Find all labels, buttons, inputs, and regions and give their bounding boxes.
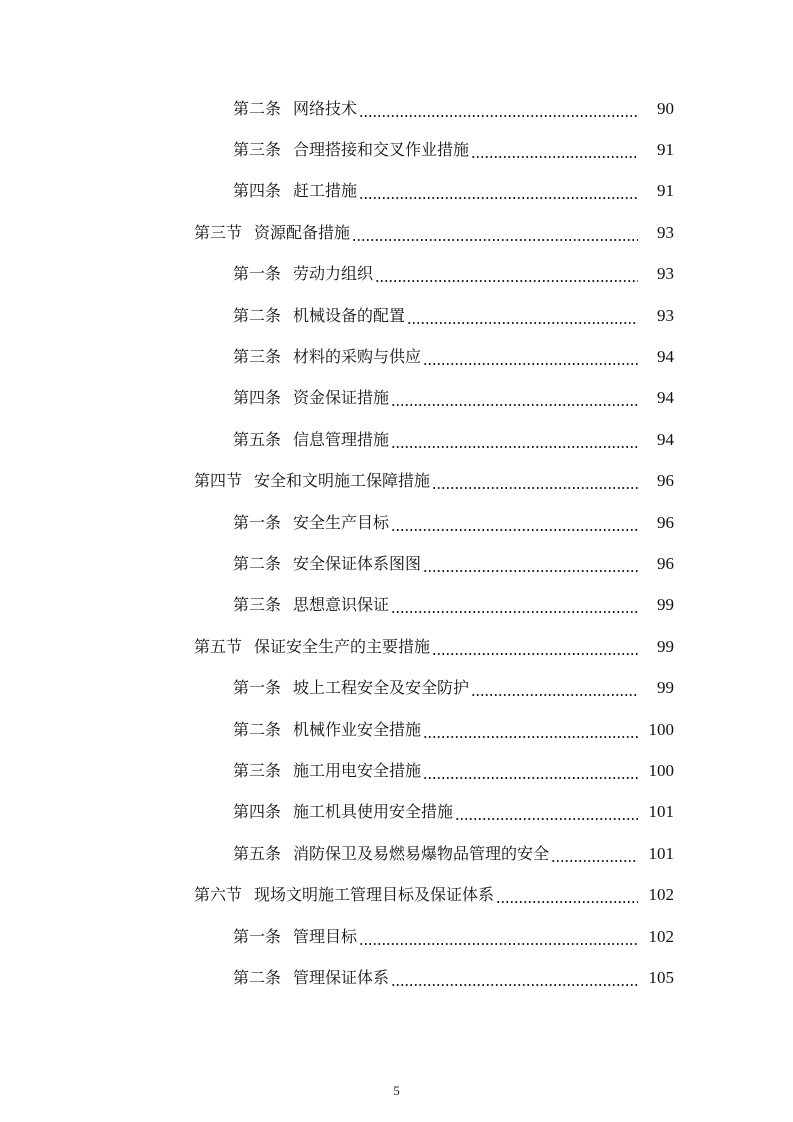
toc-entry-number: 第三条 <box>233 760 282 780</box>
toc-entry[interactable] <box>0 792 793 833</box>
toc-entry-page: 99 <box>657 595 674 615</box>
dot-leader <box>391 968 638 988</box>
toc-entry-title: 赶工措施 <box>293 181 358 201</box>
toc-entry-title: 信息管理措施 <box>293 429 390 449</box>
toc-entry[interactable] <box>0 709 793 750</box>
dot-leader <box>375 264 638 284</box>
dot-leader <box>359 99 638 119</box>
toc-entry-title: 资金保证措施 <box>293 388 390 408</box>
toc-entry-title: 安全保证体系图图 <box>293 553 422 573</box>
toc-entry-title: 网络技术 <box>293 98 358 118</box>
toc-entry-number: 第五条 <box>233 429 282 449</box>
toc-entry[interactable] <box>0 295 793 336</box>
toc-entry[interactable] <box>0 750 793 791</box>
toc-entry-number: 第四条 <box>233 388 282 408</box>
toc-section-page: 93 <box>657 222 674 242</box>
dot-leader <box>407 306 638 326</box>
toc-section-page: 102 <box>648 885 674 905</box>
toc-entry[interactable] <box>0 336 793 377</box>
toc-entry[interactable] <box>0 88 793 129</box>
toc-entry-number: 第一条 <box>233 512 282 532</box>
dot-leader <box>423 720 638 740</box>
toc-entry-number: 第三条 <box>233 347 282 367</box>
toc-entry[interactable] <box>0 502 793 543</box>
toc-entry-number: 第二条 <box>233 719 282 739</box>
dot-leader <box>471 140 638 160</box>
toc-entry-page: 94 <box>657 388 674 408</box>
toc-entry[interactable] <box>0 916 793 957</box>
toc-entry-page: 93 <box>657 264 674 284</box>
toc-entry-page: 96 <box>657 512 674 532</box>
toc-entry-title: 机械设备的配置 <box>293 305 406 325</box>
toc-entry[interactable] <box>0 957 793 998</box>
toc-section[interactable] <box>0 212 793 253</box>
toc-entry-number: 第二条 <box>233 967 282 987</box>
table-of-contents <box>0 88 793 999</box>
toc-entry[interactable] <box>0 254 793 295</box>
toc-entry-title: 管理目标 <box>293 926 358 946</box>
dot-leader <box>496 885 638 905</box>
toc-section[interactable] <box>0 461 793 502</box>
toc-section-number: 第六节 <box>194 885 243 905</box>
toc-section[interactable] <box>0 874 793 915</box>
toc-entry-page: 93 <box>657 305 674 325</box>
toc-section-title: 资源配备措施 <box>254 222 351 242</box>
toc-entry-number: 第五条 <box>233 843 282 863</box>
dot-leader <box>432 637 638 657</box>
toc-section-page: 96 <box>657 471 674 491</box>
toc-entry-number: 第三条 <box>233 140 282 160</box>
toc-entry-number: 第四条 <box>233 181 282 201</box>
dot-leader <box>391 595 638 615</box>
toc-entry-page: 99 <box>657 678 674 698</box>
toc-entry-page: 101 <box>648 843 674 863</box>
toc-entry-number: 第二条 <box>233 305 282 325</box>
toc-entry-number: 第一条 <box>233 678 282 698</box>
toc-entry-title: 劳动力组织 <box>293 264 374 284</box>
toc-entry-title: 坡上工程安全及安全防护 <box>293 678 470 698</box>
dot-leader <box>391 513 638 533</box>
toc-entry-number: 第四条 <box>233 802 282 822</box>
dot-leader <box>423 554 638 574</box>
toc-entry-title: 管理保证体系 <box>293 967 390 987</box>
dot-leader <box>391 388 638 408</box>
toc-entry-page: 105 <box>648 967 674 987</box>
toc-entry[interactable] <box>0 667 793 708</box>
toc-section[interactable] <box>0 626 793 667</box>
toc-entry-number: 第二条 <box>233 553 282 573</box>
toc-entry-page: 94 <box>657 429 674 449</box>
toc-entry-title: 合理搭接和交叉作业措施 <box>293 140 470 160</box>
toc-entry[interactable] <box>0 171 793 212</box>
toc-entry-page: 101 <box>648 802 674 822</box>
toc-entry-page: 102 <box>648 926 674 946</box>
toc-section-title: 现场文明施工管理目标及保证体系 <box>254 885 495 905</box>
toc-entry[interactable] <box>0 129 793 170</box>
dot-leader <box>423 347 638 367</box>
toc-entry-page: 100 <box>648 719 674 739</box>
dot-leader <box>551 844 638 864</box>
dot-leader <box>455 802 638 822</box>
toc-entry[interactable] <box>0 585 793 626</box>
toc-entry-title: 机械作业安全措施 <box>293 719 422 739</box>
dot-leader <box>391 430 638 450</box>
toc-entry-number: 第二条 <box>233 98 282 118</box>
toc-entry-title: 施工机具使用安全措施 <box>293 802 454 822</box>
toc-entry-page: 90 <box>657 98 674 118</box>
toc-entry[interactable] <box>0 378 793 419</box>
page-number: 5 <box>393 1083 400 1098</box>
toc-entry-title: 安全生产目标 <box>293 512 390 532</box>
toc-section-number: 第五节 <box>194 636 243 656</box>
dot-leader <box>359 181 638 201</box>
dot-leader <box>432 471 638 491</box>
toc-section-title: 安全和文明施工保障措施 <box>254 471 431 491</box>
toc-entry[interactable] <box>0 543 793 584</box>
toc-entry-number: 第一条 <box>233 926 282 946</box>
toc-entry-number: 第三条 <box>233 595 282 615</box>
dot-leader <box>359 927 638 947</box>
toc-section-title: 保证安全生产的主要措施 <box>254 636 431 656</box>
toc-section-page: 99 <box>657 636 674 656</box>
dot-leader <box>352 223 638 243</box>
toc-entry-title: 材料的采购与供应 <box>293 347 422 367</box>
toc-section-number: 第四节 <box>194 471 243 491</box>
toc-entry-number: 第一条 <box>233 264 282 284</box>
toc-entry-page: 91 <box>657 140 674 160</box>
toc-entry-page: 96 <box>657 553 674 573</box>
dot-leader <box>471 678 638 698</box>
toc-entry-title: 施工用电安全措施 <box>293 760 422 780</box>
toc-entry-page: 91 <box>657 181 674 201</box>
toc-section-number: 第三节 <box>194 222 243 242</box>
toc-entry-title: 消防保卫及易燃易爆物品管理的安全 <box>293 843 550 863</box>
toc-entry-page: 100 <box>648 760 674 780</box>
toc-entry[interactable] <box>0 833 793 874</box>
dot-leader <box>423 761 638 781</box>
toc-entry-page: 94 <box>657 347 674 367</box>
toc-entry-title: 思想意识保证 <box>293 595 390 615</box>
toc-entry[interactable] <box>0 419 793 460</box>
